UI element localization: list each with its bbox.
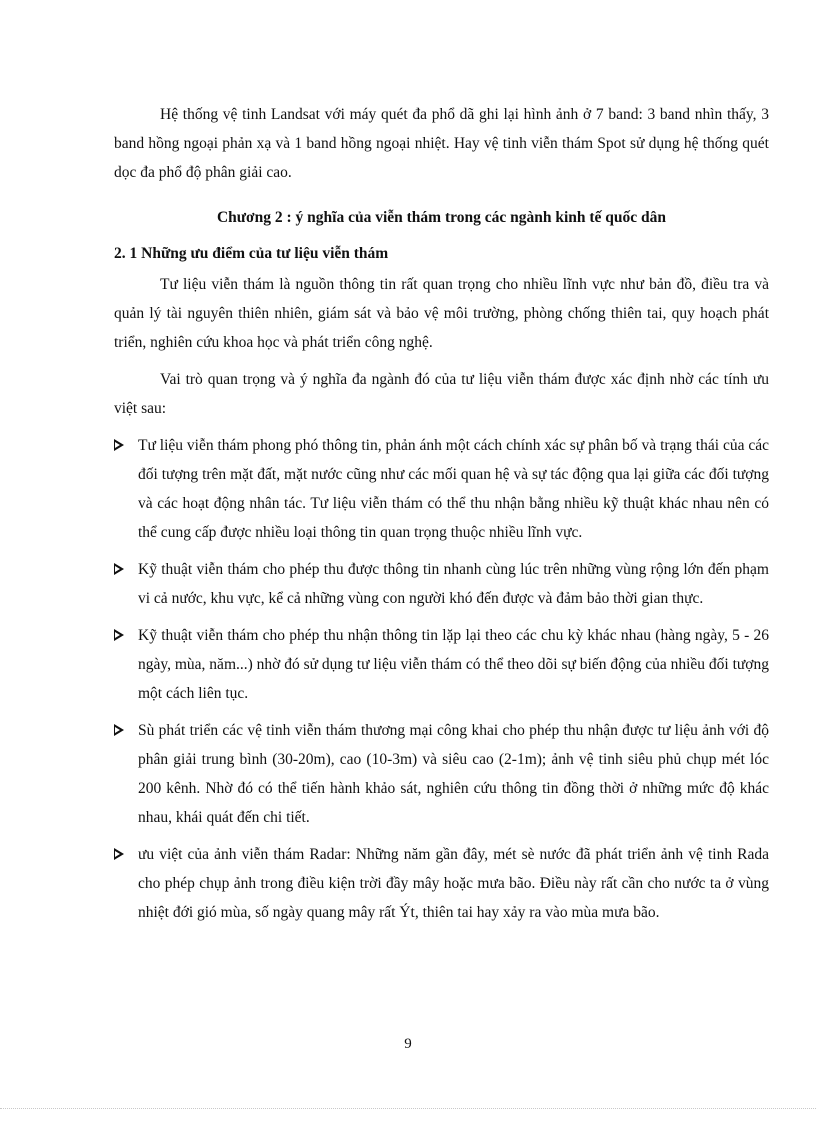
arrow-bullet-icon <box>114 439 124 451</box>
list-item <box>114 431 769 547</box>
advantages-list <box>114 431 769 927</box>
list-item-text: Kỹ thuật viễn thám cho phép thu được thông tin nhanh cùng lúc trên những vùng rộng lớn đến phạm vi cả nước, khu vực, kể cả những vùng con người khó đến được và đảm bảo thời gian thực. <box>138 561 769 607</box>
body-paragraph: Tư liệu viễn thám là nguồn thông tin rất quan trọng cho nhiều lĩnh vực như bản đồ, điều tra và quản lý tài nguyên thiên nhiên, giám sát và bảo vệ môi trường, phòng chống thiên tai, quy hoạch phát triển, nghiên cứu khoa học và phát triển công nghệ. <box>114 276 769 351</box>
page-number: 9 <box>404 1036 412 1052</box>
document-page <box>114 100 769 935</box>
list-item <box>114 555 769 613</box>
arrow-bullet-icon <box>114 563 124 575</box>
intro-paragraph: Hệ thống vệ tinh Landsat với máy quét đa phổ dã ghi lại hình ảnh ở 7 band: 3 band nhìn thấy, 3 band hồng ngoại phản xạ và 1 band hồng ngoại nhiệt. Hay vệ tinh viễn thám Spot sử dụng hệ thống quét dọc đa phổ độ phân giải cao. <box>114 106 769 181</box>
body-paragraph: Vai trò quan trọng và ý nghĩa đa ngành đó của tư liệu viễn thám được xác định nhờ các tính ưu việt sau: <box>114 371 769 417</box>
list-item <box>114 621 769 708</box>
list-item-text: Sù phát triển các vệ tinh viễn thám thương mại công khai cho phép thu nhận được tư liệu ảnh với độ phân giải trung bình (30-20m), cao (10-3m) và siêu cao (2-1m); ảnh vệ tinh siêu phủ chụp mét lóc 200 kênh. Nhờ đó có thể tiến hành khảo sát, nghiên cứu thông tin đồng thời ở những mức độ khác nhau, khái quát đến chi tiết. <box>138 722 769 826</box>
arrow-bullet-icon <box>114 724 124 736</box>
list-item-text: Tư liệu viễn thám phong phó thông tin, phản ánh một cách chính xác sự phân bố và trạng thái của các đối tượng trên mặt đất, mặt nước cũng như các mối quan hệ và sự tác động qua lại giữa các đối tượng và các hoạt động nhân tác. Tư liệu viễn thám có thể thu nhận bằng nhiều kỹ thuật khác nhau nên có thể cung cấp được nhiều loại thông tin quan trọng thuộc nhiều lĩnh vực. <box>138 437 769 541</box>
list-item <box>114 716 769 832</box>
list-item <box>114 840 769 927</box>
arrow-bullet-icon <box>114 629 124 641</box>
chapter-title: Chương 2 : ý nghĩa của viễn thám trong các ngành kinh tế quốc dân <box>216 209 667 226</box>
section-title: 2. 1 Những ưu điểm của tư liệu viễn thám <box>114 245 389 262</box>
list-item-text: ưu việt của ảnh viễn thám Radar: Những năm gần đây, mét sè nước đã phát triển ảnh vệ tinh Rada cho phép chụp ảnh trong điều kiện trời đầy mây hoặc mưa bão. Điều này rất cần cho nước ta ở vùng nhiệt đới gió mùa, số ngày quang mây rất Ýt, thiên tai hay xảy ra vào mùa mưa bão. <box>138 846 769 921</box>
list-item-text: Kỹ thuật viễn thám cho phép thu nhận thông tin lặp lại theo các chu kỳ khác nhau (hàng ngày, 5 - 26 ngày, mùa, năm...) nhờ đó sử dụng tư liệu viễn thám có thể theo dõi sự biến động của nhiều đối tượng một cách liên tục. <box>138 627 769 702</box>
arrow-bullet-icon <box>114 848 124 860</box>
page-break-divider <box>0 1108 816 1109</box>
